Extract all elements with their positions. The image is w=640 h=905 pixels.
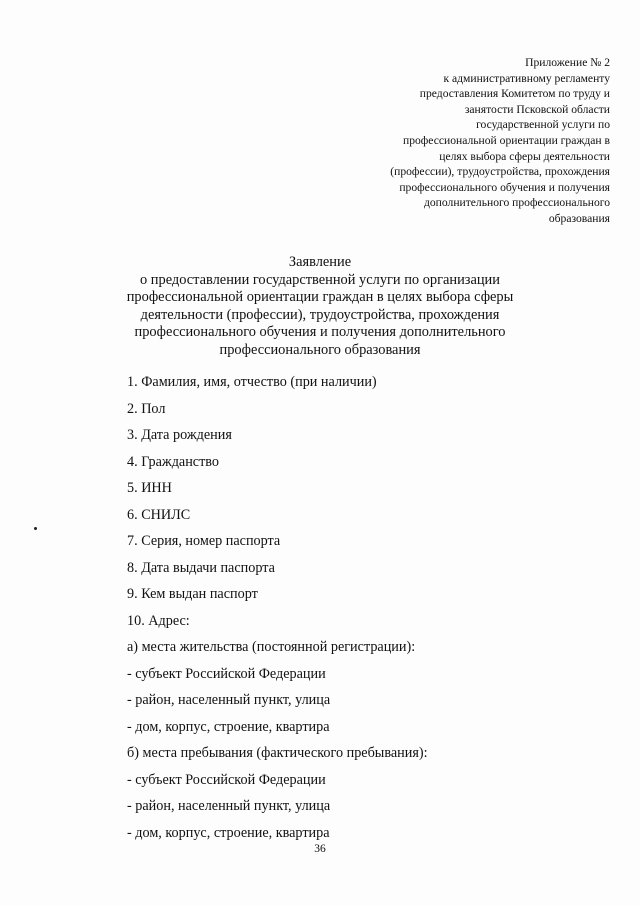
annex-line: Приложение № 2 [525, 56, 610, 69]
field-residence-address: а) места жительства (постоянной регистрации): [127, 639, 416, 655]
field-snils: 6. СНИЛС [127, 506, 191, 523]
field-gender: 2. Пол [127, 400, 166, 417]
annex-line: целях выбора сферы деятельности [439, 149, 610, 163]
annex-line: дополнительного профессионального [423, 196, 610, 210]
title-subtitle-line: деятельности (профессии), трудоустройства, прохождения [140, 306, 500, 323]
field-stay-locality: - район, населенный пункт, улица [127, 798, 331, 814]
annex-line: (профессии), трудоустройства, прохождения [390, 165, 610, 179]
title-subtitle-line: о предоставлении государственной услуги по организации [140, 271, 500, 288]
annex-header [340, 55, 610, 227]
field-passport-number: 7. Серия, номер паспорта [127, 533, 281, 549]
field-stay-region: - субъект Российской Федерации [127, 771, 326, 788]
title-subtitle-line: профессионального обучения и получения дополнительного [134, 324, 506, 341]
field-residence-region: - субъект Российской Федерации [127, 665, 326, 682]
title-heading: Заявление [288, 254, 352, 270]
annex-line: государственной услуги по [476, 118, 610, 132]
field-birth-date: 3. Дата рождения [127, 427, 232, 443]
field-residence-building: - дом, корпус, строение, квартира [127, 718, 330, 735]
field-passport-issue-date: 8. Дата выдачи паспорта [127, 559, 275, 576]
annex-line: профессионального обучения и получения [399, 180, 610, 194]
field-stay-address: б) места пребывания (фактического пребывания): [127, 745, 428, 761]
page-number: 36 [314, 843, 326, 855]
title-subtitle-line: профессионального образования [219, 341, 421, 358]
field-residence-locality: - район, населенный пункт, улица [127, 692, 331, 708]
annex-line: предоставления Комитетом по труду и [419, 87, 610, 101]
title-subtitle-line: профессиональной ориентации граждан в целях выбора сферы [126, 289, 514, 306]
application-title [0, 254, 640, 360]
field-inn: 5. ИНН [127, 480, 172, 496]
annex-line: образования [548, 211, 610, 225]
field-stay-building: - дом, корпус, строение, квартира [127, 824, 330, 841]
field-passport-issuer: 9. Кем выдан паспорт [127, 586, 258, 602]
annex-line: занятости Псковской области [464, 102, 610, 116]
annex-line: профессиональной ориентации граждан в [402, 133, 610, 147]
field-full-name: 1. Фамилия, имя, отчество (при наличии) [127, 374, 377, 390]
scan-speck [34, 527, 37, 530]
field-address: 10. Адрес: [127, 612, 190, 629]
field-citizenship: 4. Гражданство [127, 453, 219, 470]
annex-line: к административному регламенту [443, 71, 610, 85]
